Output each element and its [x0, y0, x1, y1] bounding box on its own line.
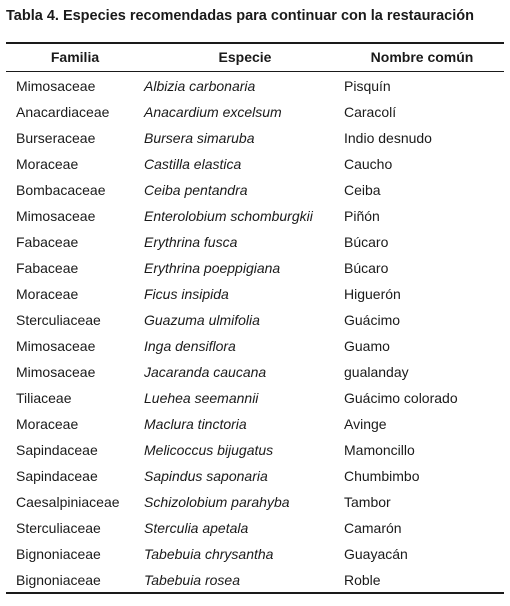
cell-familia: Bignoniaceae	[16, 572, 101, 588]
cell-nombre-comun: Pisquín	[344, 78, 391, 94]
cell-especie: Guazuma ulmifolia	[144, 312, 260, 328]
cell-nombre-comun: Guácimo	[344, 312, 401, 328]
cell-familia: Tiliaceae	[16, 390, 72, 406]
cell-nombre-comun: Guayacán	[344, 546, 408, 562]
table-row	[0, 124, 510, 150]
table-row	[0, 280, 510, 306]
cell-familia: Mimosaceae	[16, 338, 96, 354]
cell-especie: Melicoccus bijugatus	[144, 442, 274, 458]
table-row	[0, 98, 510, 124]
cell-nombre-comun: Guamo	[344, 338, 390, 354]
cell-nombre-comun: Piñón	[344, 208, 380, 224]
table-row	[0, 488, 510, 514]
table-row	[0, 254, 510, 280]
table-row	[0, 332, 510, 358]
cell-especie: Erythrina fusca	[144, 234, 238, 250]
cell-nombre-comun: Caucho	[344, 156, 393, 172]
cell-familia: Sterculiaceae	[16, 312, 101, 328]
cell-familia: Sapindaceae	[16, 442, 98, 458]
cell-familia: Sterculiaceae	[16, 520, 101, 536]
table-row	[0, 228, 510, 254]
cell-nombre-comun: Roble	[344, 572, 381, 588]
table-row	[0, 384, 510, 410]
cell-nombre-comun: Tambor	[344, 494, 391, 510]
table-row	[0, 462, 510, 488]
cell-familia: Burseraceae	[16, 130, 96, 146]
column-header-nombre-comun: Nombre común	[370, 49, 474, 65]
cell-especie: Inga densiflora	[144, 338, 236, 354]
cell-nombre-comun: Chumbimbo	[344, 468, 420, 484]
cell-especie: Tabebuia chrysantha	[144, 546, 274, 562]
cell-especie: Maclura tinctoria	[144, 416, 247, 432]
cell-especie: Castilla elastica	[144, 156, 242, 172]
cell-familia: Fabaceae	[16, 234, 79, 250]
cell-familia: Fabaceae	[16, 260, 79, 276]
column-header-especie: Especie	[218, 49, 272, 65]
cell-nombre-comun: Búcaro	[344, 260, 389, 276]
cell-nombre-comun: Avinge	[344, 416, 387, 432]
table-row	[0, 202, 510, 228]
table-row	[0, 176, 510, 202]
cell-especie: Enterolobium schomburgkii	[144, 208, 313, 224]
cell-familia: Anacardiaceae	[16, 104, 110, 120]
column-header-familia: Familia	[50, 49, 100, 65]
cell-familia: Moraceae	[16, 156, 79, 172]
cell-familia: Mimosaceae	[16, 364, 96, 380]
table-row	[0, 72, 510, 98]
cell-familia: Mimosaceae	[16, 78, 96, 94]
cell-familia: Bombacaceae	[16, 182, 106, 198]
table-body	[0, 72, 510, 592]
cell-nombre-comun: gualanday	[344, 364, 409, 380]
table-row	[0, 358, 510, 384]
cell-nombre-comun: Higuerón	[344, 286, 401, 302]
cell-familia: Bignoniaceae	[16, 546, 101, 562]
cell-familia: Moraceae	[16, 286, 79, 302]
cell-especie: Sterculia apetala	[144, 520, 249, 536]
cell-especie: Anacardium excelsum	[144, 104, 282, 120]
cell-familia: Moraceae	[16, 416, 79, 432]
table-row	[0, 306, 510, 332]
cell-especie: Jacaranda caucana	[144, 364, 267, 380]
cell-especie: Ficus insipida	[144, 286, 229, 302]
cell-nombre-comun: Ceiba	[344, 182, 381, 198]
cell-nombre-comun: Mamoncillo	[344, 442, 415, 458]
cell-familia: Caesalpiniaceae	[16, 494, 120, 510]
table-row	[0, 566, 510, 592]
table-row	[0, 540, 510, 566]
cell-familia: Sapindaceae	[16, 468, 98, 484]
table-row	[0, 150, 510, 176]
cell-nombre-comun: Guácimo colorado	[344, 390, 458, 406]
table-title: Tabla 4. Especies recomendadas para continuar con la restauración	[6, 8, 474, 24]
cell-especie: Luehea seemannii	[144, 390, 259, 406]
cell-nombre-comun: Caracolí	[344, 104, 397, 120]
cell-especie: Erythrina poeppigiana	[144, 260, 281, 276]
cell-especie: Ceiba pentandra	[144, 182, 248, 198]
cell-familia: Mimosaceae	[16, 208, 96, 224]
table-top-rule	[6, 42, 504, 44]
table-row	[0, 410, 510, 436]
cell-nombre-comun: Indio desnudo	[344, 130, 432, 146]
table-row	[0, 436, 510, 462]
cell-especie: Tabebuia rosea	[144, 572, 241, 588]
cell-especie: Bursera simaruba	[144, 130, 255, 146]
cell-nombre-comun: Búcaro	[344, 234, 389, 250]
cell-especie: Albizia carbonaria	[144, 78, 256, 94]
table-row	[0, 514, 510, 540]
cell-nombre-comun: Camarón	[344, 520, 402, 536]
table-bottom-rule	[6, 592, 504, 594]
cell-especie: Sapindus saponaria	[144, 468, 268, 484]
cell-especie: Schizolobium parahyba	[144, 494, 290, 510]
